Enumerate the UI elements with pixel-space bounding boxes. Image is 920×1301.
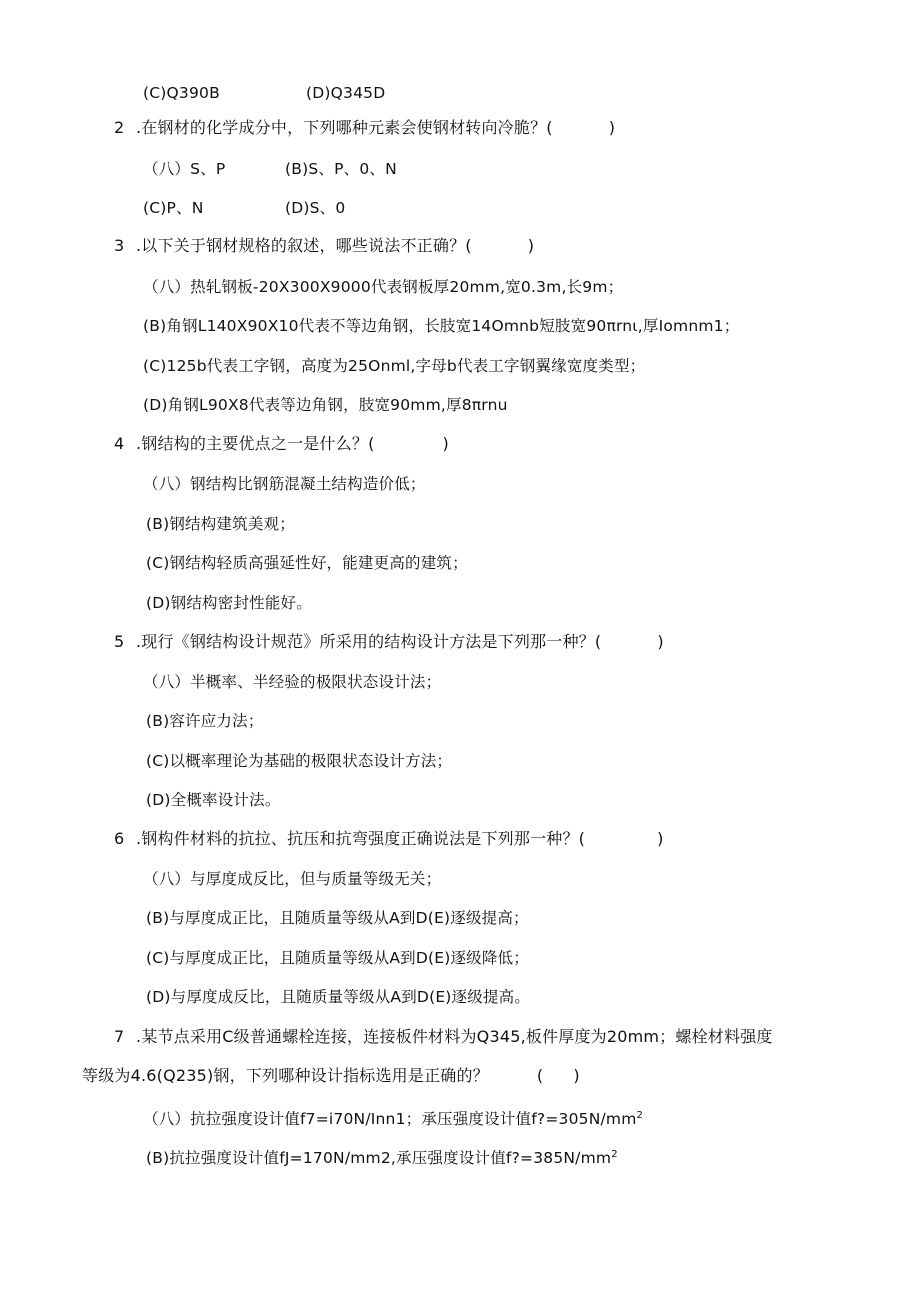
option-text: （八）抗拉强度设计值f7=i70N/Inn1；承压强度设计值f?=305N∕mm [143,1110,637,1129]
q6-option-c: (C)与厚度成正比，且随质量等级从A到D(E)逐级降低； [146,949,529,967]
q2-option-a: （八）S、P [143,160,226,178]
answer-paren-close: ) [608,118,616,137]
question-number: 2 [114,118,125,137]
superscript: 2 [611,1149,618,1160]
q5-option-a: （八）半概率、半经验的极限状态设计法； [143,673,442,691]
question-number: 5 [114,632,125,651]
answer-paren-close: ) [527,236,535,255]
question-text: .钢结构的主要优点之一是什么？( [136,434,375,453]
question-text: .现行《钢结构设计规范》所采用的结构设计方法是下列那一种？( [136,632,602,651]
q3-option-c: (C)125b代表工字钢，高度为25Onml,字母b代表工字钢翼缘宽度类型； [143,357,646,375]
q4-option-d: (D)钢结构密封性能好。 [146,594,312,612]
q7-option-b [146,1145,618,1168]
q6-option-b: (B)与厚度成正比，且随质量等级从A到D(E)逐级提高； [146,909,529,927]
question-text: .以下关于钢材规格的叙述，哪些说法不正确？( [136,236,472,255]
question-7-stem-line2 [82,1066,580,1086]
q6-option-a: （八）与厚度成反比，但与质量等级无关； [143,870,442,888]
question-text: 等级为4.6(Q235)钢，下列哪种设计指标选用是正确的？ [82,1066,489,1085]
question-7-stem-line1 [114,1027,773,1047]
question-number: 3 [114,236,125,255]
q5-option-b: (B)容许应力法； [146,712,264,730]
q1-option-c: (C)Q390B [143,84,220,102]
q7-option-a [143,1106,643,1129]
question-4-stem [114,434,449,454]
question-text: .某节点采用C级普通螺栓连接，连接板件材料为Q345,板件厚度为20mm；螺栓材料强度 [136,1027,773,1046]
q2-option-c: (C)P、N [143,199,204,217]
question-6-stem [114,829,664,849]
question-number: 6 [114,829,125,848]
option-text: (B)抗拉强度设计值fJ=170N∕mm2,承压强度设计值f?=385N∕mm [146,1149,612,1168]
q4-option-c: (C)钢结构轻质高强延性好，能建更高的建筑； [146,554,468,572]
q5-option-c: (C)以概率理论为基础的极限状态设计方法； [146,752,453,770]
q3-option-b: (B)角钢L140X90X10代表不等边角钢，长肢宽14Omnb短肢宽90πrnι,厚Iomnm1； [143,317,740,335]
question-3-stem [114,236,534,256]
question-text: .钢构件材料的抗拉、抗压和抗弯强度正确说法是下列那一种？( [136,829,586,848]
question-5-stem [114,632,664,652]
answer-paren-close: ) [573,1066,580,1085]
question-number: 7 [114,1027,125,1046]
answer-paren-close: ) [442,434,449,453]
answer-paren-close: ) [657,829,664,848]
question-number: 4 [114,434,125,453]
superscript: 2 [636,1110,644,1121]
q2-option-d: (D)S、0 [285,199,346,217]
q1-option-d: (D)Q345D [306,84,386,102]
answer-paren-close: ) [657,632,664,651]
q4-option-a: （八）钢结构比钢筋混凝土结构造价低； [143,475,426,493]
q3-option-a: （八）热轧钢板-20X300X9000代表钢板厚20mm,宽0.3m,长9m； [143,278,624,296]
answer-paren-open: ( [536,1066,544,1085]
question-2-stem [114,118,615,138]
q5-option-d: (D)全概率设计法。 [146,791,281,809]
q4-option-b: (B)钢结构建筑美观； [146,515,295,533]
q3-option-d: (D)角钢L90X8代表等边角钢，肢宽90mm,厚8πrnu [143,396,508,414]
question-text: .在钢材的化学成分中，下列哪种元素会使钢材转向冷脆？( [136,118,553,137]
q2-option-b: (B)S、P、0、N [285,160,397,178]
q6-option-d: (D)与厚度成反比，且随质量等级从A到D(E)逐级提高。 [146,988,531,1006]
